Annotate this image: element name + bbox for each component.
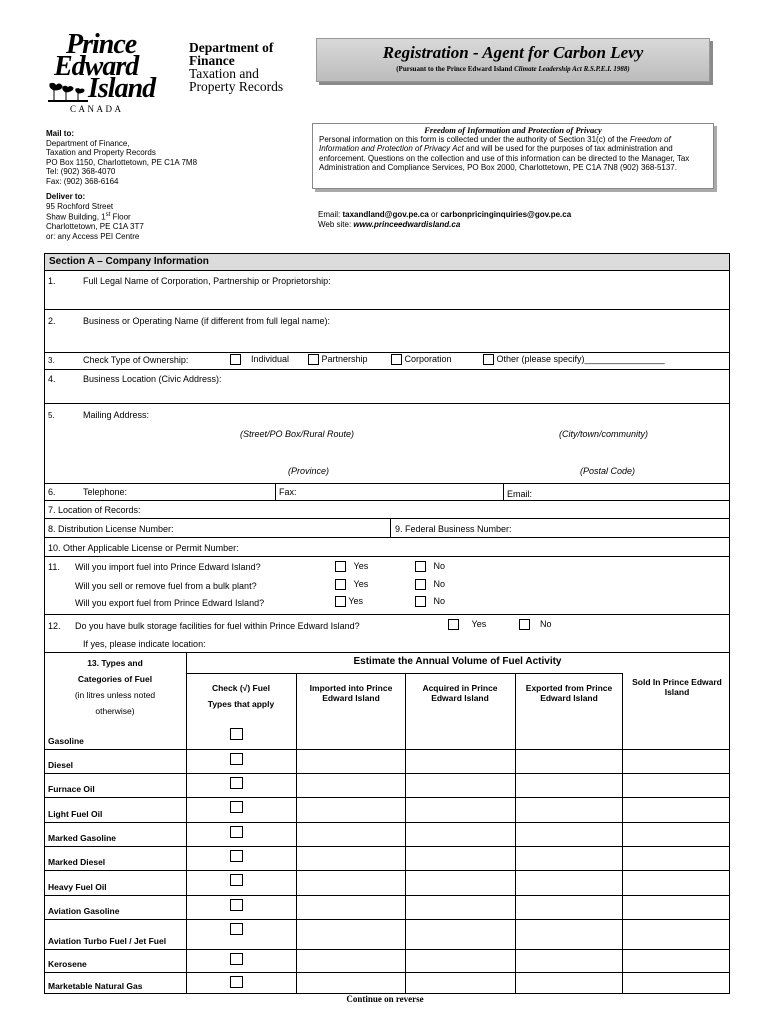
ownership-partnership-checkbox[interactable] [308, 354, 319, 365]
fuel-row [45, 949, 729, 972]
q6-number: 6. [48, 487, 56, 497]
ownership-other-checkbox[interactable] [483, 354, 494, 365]
fuel-type-checkbox[interactable] [230, 899, 243, 911]
fuel-type-checkbox[interactable] [230, 826, 243, 838]
fuel-volume-sold-cell[interactable] [623, 896, 729, 920]
q5-number: 5. [48, 411, 55, 420]
continue-on-reverse: Continue on reverse [346, 994, 424, 1004]
fuel-type-checkbox[interactable] [230, 777, 243, 789]
fuel-volume-acquired-cell[interactable] [406, 823, 515, 847]
dept-line4: Property Records [189, 79, 284, 94]
q12-no-checkbox[interactable] [519, 619, 530, 630]
email-label[interactable]: Email: [507, 489, 533, 499]
q12b-label: If yes, please indicate location: [83, 639, 206, 649]
website-link[interactable]: www.princeedwardisland.ca [353, 220, 461, 229]
fuel-volume-sold-cell[interactable] [623, 725, 729, 749]
fuel-row [45, 895, 729, 919]
col-acquired-header: Acquired in Prince Edward Island [422, 683, 498, 703]
fuel-volume-acquired-cell[interactable] [406, 920, 515, 950]
fuel-volume-acquired-cell[interactable] [406, 973, 515, 995]
province-caption: (Province) [288, 466, 330, 476]
fuel-name: Gasoline [48, 736, 84, 746]
q11-number: 11. [48, 562, 60, 572]
fuel-volume-imported-cell[interactable] [297, 847, 405, 871]
fuel-row [45, 773, 729, 797]
q7-label: 7. Location of Records: [48, 505, 141, 515]
q12-yes: Yes [448, 619, 486, 630]
ownership-corporation: Corporation [391, 354, 452, 365]
email-line: Email: taxandland@gov.pe.ca or carbonpricinginquiries@gov.pe.ca [318, 210, 572, 219]
logo-island: Island [88, 73, 156, 104]
street-caption: (Street/PO Box/Rural Route) [240, 429, 355, 439]
fuel-volume-imported-cell[interactable] [297, 973, 405, 995]
mail-line: Department of Finance, [46, 138, 130, 148]
fuel-volume-acquired-cell[interactable] [406, 950, 515, 973]
privacy-heading: Freedom of Information and Protection of Privacy [424, 125, 602, 135]
q8-q9-row [45, 519, 729, 538]
logo-prince: Prince [66, 29, 137, 60]
q11a-no: No [415, 561, 445, 572]
mail-line: Fax: (902) 368-6164 [46, 176, 119, 186]
types-header: 13. Types and Categories of Fuel (in litres unless noted otherwise) [74, 658, 156, 716]
fuel-type-checkbox[interactable] [230, 753, 243, 765]
company-info-form [44, 253, 730, 994]
fuel-type-checkbox[interactable] [230, 976, 243, 988]
mail-line: Taxation and Property Records [46, 148, 156, 157]
fuel-type-checkbox[interactable] [230, 728, 243, 740]
fuel-volume-sold-cell[interactable] [623, 798, 729, 823]
fuel-volume-exported-cell[interactable] [516, 896, 622, 920]
q5-mailing-address-row[interactable] [45, 404, 729, 484]
fuel-row [45, 870, 729, 895]
q1-number: 1. [48, 276, 56, 286]
fuel-volume-acquired-cell[interactable] [406, 847, 515, 871]
fuel-row [45, 846, 729, 870]
deliver-line: or: any Access PEI Centre [46, 231, 140, 241]
mail-to-block [46, 129, 197, 186]
logo-edward: Edward [54, 51, 139, 82]
telephone-label[interactable]: Telephone: [83, 487, 128, 497]
website-line: Web site: www.princeedwardisland.ca [318, 220, 461, 229]
section-a-header: Section A – Company Information [45, 254, 729, 271]
pei-logo [44, 30, 174, 118]
fuel-volume-acquired-cell[interactable] [406, 750, 515, 774]
privacy-text: Personal information on this form is collected under the authority of Section 31(c) of the Freedom of Information and Protection of Privacy Act and will be used for the purposes of tax administration and enforcement. Questions on the collection and use of this information can be directed to the Manager, Tax Administration and Compliance Services, PO Box 2000, Charlottetown, PE C1A 7N8 (902) 368-5137. [319, 135, 690, 172]
fuel-volume-exported-cell[interactable] [516, 725, 622, 749]
fuel-row [45, 749, 729, 773]
mail-heading: Mail to: [46, 129, 74, 138]
fuel-volume-exported-cell[interactable] [516, 750, 622, 774]
fuel-volume-sold-cell[interactable] [623, 750, 729, 774]
q11a-yes-checkbox[interactable] [335, 561, 346, 572]
fuel-volume-imported-cell[interactable] [297, 950, 405, 973]
logo-canada: CANADA [70, 104, 124, 114]
fuel-row [45, 725, 729, 749]
fuel-row [45, 797, 729, 822]
q5-label: Mailing Address: [83, 410, 150, 420]
fuel-volume-sold-cell[interactable] [623, 871, 729, 896]
deliver-line: Shaw Building, 1st Floor [46, 212, 131, 222]
q11c-no: No [415, 596, 445, 607]
fuel-type-checkbox[interactable] [230, 923, 243, 935]
contact-info [318, 210, 571, 230]
fuel-volume-imported-cell[interactable] [297, 750, 405, 774]
col-check-header: Check (√) Fuel Types that apply [207, 683, 275, 709]
privacy-notice [312, 123, 714, 189]
q3-ownership-row [45, 353, 729, 370]
fuel-volume-acquired-cell[interactable] [406, 725, 515, 749]
fuel-type-checkbox[interactable] [230, 850, 243, 862]
q11b-label: Will you sell or remove fuel from a bulk plant? [75, 581, 257, 591]
fuel-name: Marked Gasoline [48, 833, 117, 843]
fuel-volume-sold-cell[interactable] [623, 950, 729, 973]
q7-records-row[interactable] [45, 501, 729, 519]
fuel-volume-imported-cell[interactable] [297, 798, 405, 823]
deliver-line: 95 Rochford Street [46, 201, 114, 211]
ownership-partnership: Partnership [308, 354, 368, 365]
fuel-volume-exported-cell[interactable] [516, 920, 622, 950]
q3-number: 3. [48, 356, 55, 365]
fuel-volume-exported-cell[interactable] [516, 950, 622, 973]
fuel-volume-imported-cell[interactable] [297, 774, 405, 798]
fuel-volume-acquired-cell[interactable] [406, 871, 515, 896]
fuel-row [45, 919, 729, 949]
fuel-name: Light Fuel Oil [48, 809, 103, 819]
deliver-line: Charlottetown, PE C1A 3T7 [46, 222, 144, 232]
q11c-no-checkbox[interactable] [415, 596, 426, 607]
q12-label: Do you have bulk storage facilities for fuel within Prince Edward Island? [75, 621, 360, 631]
col-imported-header: Imported into Prince Edward Island [309, 683, 393, 703]
fuel-volume-imported-cell[interactable] [297, 871, 405, 896]
fuel-name: Aviation Gasoline [48, 906, 120, 916]
q11b-no-checkbox[interactable] [415, 579, 426, 590]
q4-label: Business Location (Civic Address): [83, 374, 222, 384]
q11-fuel-activity-row [45, 557, 729, 615]
fuel-type-checkbox[interactable] [230, 801, 243, 813]
dept-line3: Taxation and [189, 66, 259, 81]
q4-business-location-row[interactable] [45, 370, 729, 404]
fuel-name: Furnace Oil [48, 784, 95, 794]
fuel-volume-exported-cell[interactable] [516, 871, 622, 896]
q11c-yes: Yes [335, 596, 363, 607]
q9-label[interactable]: 9. Federal Business Number: [395, 524, 512, 534]
q1-label: Full Legal Name of Corporation, Partnership or Proprietorship: [83, 276, 331, 286]
q2-label: Business or Operating Name (if different from full legal name): [83, 316, 330, 326]
fuel-volume-exported-cell[interactable] [516, 798, 622, 823]
fuel-volume-imported-cell[interactable] [297, 920, 405, 950]
fuel-volume-acquired-cell[interactable] [406, 774, 515, 798]
col-sold-header: Sold In Prince Edward Island [632, 677, 722, 697]
form-title: Registration - Agent for Carbon Levy [382, 43, 644, 62]
fuel-rows [45, 725, 729, 993]
q12-yes-checkbox[interactable] [448, 619, 459, 630]
fuel-name: Diesel [48, 760, 74, 770]
q10-label: 10. Other Applicable License or Permit Number: [48, 543, 239, 553]
q11b-no: No [415, 579, 445, 590]
fuel-volume-imported-cell[interactable] [297, 896, 405, 920]
mail-line: Tel: (902) 368-4070 [46, 167, 116, 176]
ownership-corporation-checkbox[interactable] [391, 354, 402, 365]
fuel-name: Aviation Turbo Fuel / Jet Fuel [48, 936, 167, 946]
fuel-volume-sold-cell[interactable] [623, 823, 729, 847]
email-link-2[interactable]: carbonpricinginquiries@gov.pe.ca [440, 210, 572, 219]
fax-label[interactable]: Fax: [279, 487, 297, 497]
email-link-1[interactable]: taxandland@gov.pe.ca [342, 210, 429, 219]
fuel-volume-sold-cell[interactable] [623, 973, 729, 995]
form-title-box [316, 38, 710, 82]
deliver-to-block [46, 192, 144, 241]
fuel-type-checkbox[interactable] [230, 953, 243, 965]
q11c-label: Will you export fuel from Prince Edward Island? [75, 598, 265, 608]
q10-license-row[interactable] [45, 538, 729, 557]
dept-line2: Finance [189, 53, 235, 68]
q11b-yes: Yes [335, 579, 368, 590]
q3-label: Check Type of Ownership: [83, 355, 189, 365]
q11a-label: Will you import fuel into Prince Edward Island? [75, 562, 261, 572]
ownership-individual: Individual [230, 354, 289, 365]
deliver-heading: Deliver to: [46, 192, 86, 201]
fuel-name: Heavy Fuel Oil [48, 882, 107, 892]
ownership-other: Other (please specify)________________ [483, 354, 665, 365]
fuel-volume-imported-cell[interactable] [297, 823, 405, 847]
fuel-volume-exported-cell[interactable] [516, 774, 622, 798]
fuel-volume-acquired-cell[interactable] [406, 896, 515, 920]
fuel-volume-sold-cell[interactable] [623, 847, 729, 871]
fuel-name: Marketable Natural Gas [48, 981, 143, 991]
fuel-name: Marked Diesel [48, 857, 106, 867]
postal-caption: (Postal Code) [580, 466, 636, 476]
q4-number: 4. [48, 374, 56, 384]
dept-line1: Department of [189, 40, 274, 55]
q2-number: 2. [48, 316, 56, 326]
q12-no: No [519, 619, 552, 630]
department-name [189, 41, 283, 93]
q11a-yes: Yes [335, 561, 368, 572]
q2-operating-name-row[interactable] [45, 310, 729, 353]
fuel-volume-sold-cell[interactable] [623, 774, 729, 798]
fuel-volume-exported-cell[interactable] [516, 847, 622, 871]
city-caption: (City/town/community) [559, 429, 649, 439]
estimate-header: Estimate the Annual Volume of Fuel Activity [353, 656, 562, 667]
fuel-volume-sold-cell[interactable] [623, 920, 729, 950]
fuel-row [45, 972, 729, 994]
ownership-individual-checkbox[interactable] [230, 354, 241, 365]
fuel-table-header [45, 653, 729, 725]
q6-phone-row [45, 484, 729, 501]
fuel-row [45, 822, 729, 846]
mail-line: PO Box 1150, Charlottetown, PE C1A 7M8 [46, 157, 198, 167]
q11c-yes-checkbox[interactable] [335, 596, 346, 607]
fuel-volume-exported-cell[interactable] [516, 823, 622, 847]
col-exported-header: Exported from Prince Edward Island [525, 683, 613, 703]
fuel-type-checkbox[interactable] [230, 874, 243, 886]
q11a-no-checkbox[interactable] [415, 561, 426, 572]
form-subtitle: (Pursuant to the Prince Edward Island Climate Leadership Act R.S.P.E.I. 1988) [396, 65, 630, 73]
q12-bulk-storage-row[interactable] [45, 615, 729, 653]
fuel-volume-exported-cell[interactable] [516, 973, 622, 995]
q8-label[interactable]: 8. Distribution License Number: [48, 524, 174, 534]
tree-icon [48, 82, 88, 104]
fuel-volume-acquired-cell[interactable] [406, 798, 515, 823]
q1-legal-name-row[interactable] [45, 271, 729, 310]
fuel-name: Kerosene [48, 959, 87, 969]
fuel-volume-imported-cell[interactable] [297, 725, 405, 749]
q11b-yes-checkbox[interactable] [335, 579, 346, 590]
q12-number: 12. [48, 621, 61, 631]
